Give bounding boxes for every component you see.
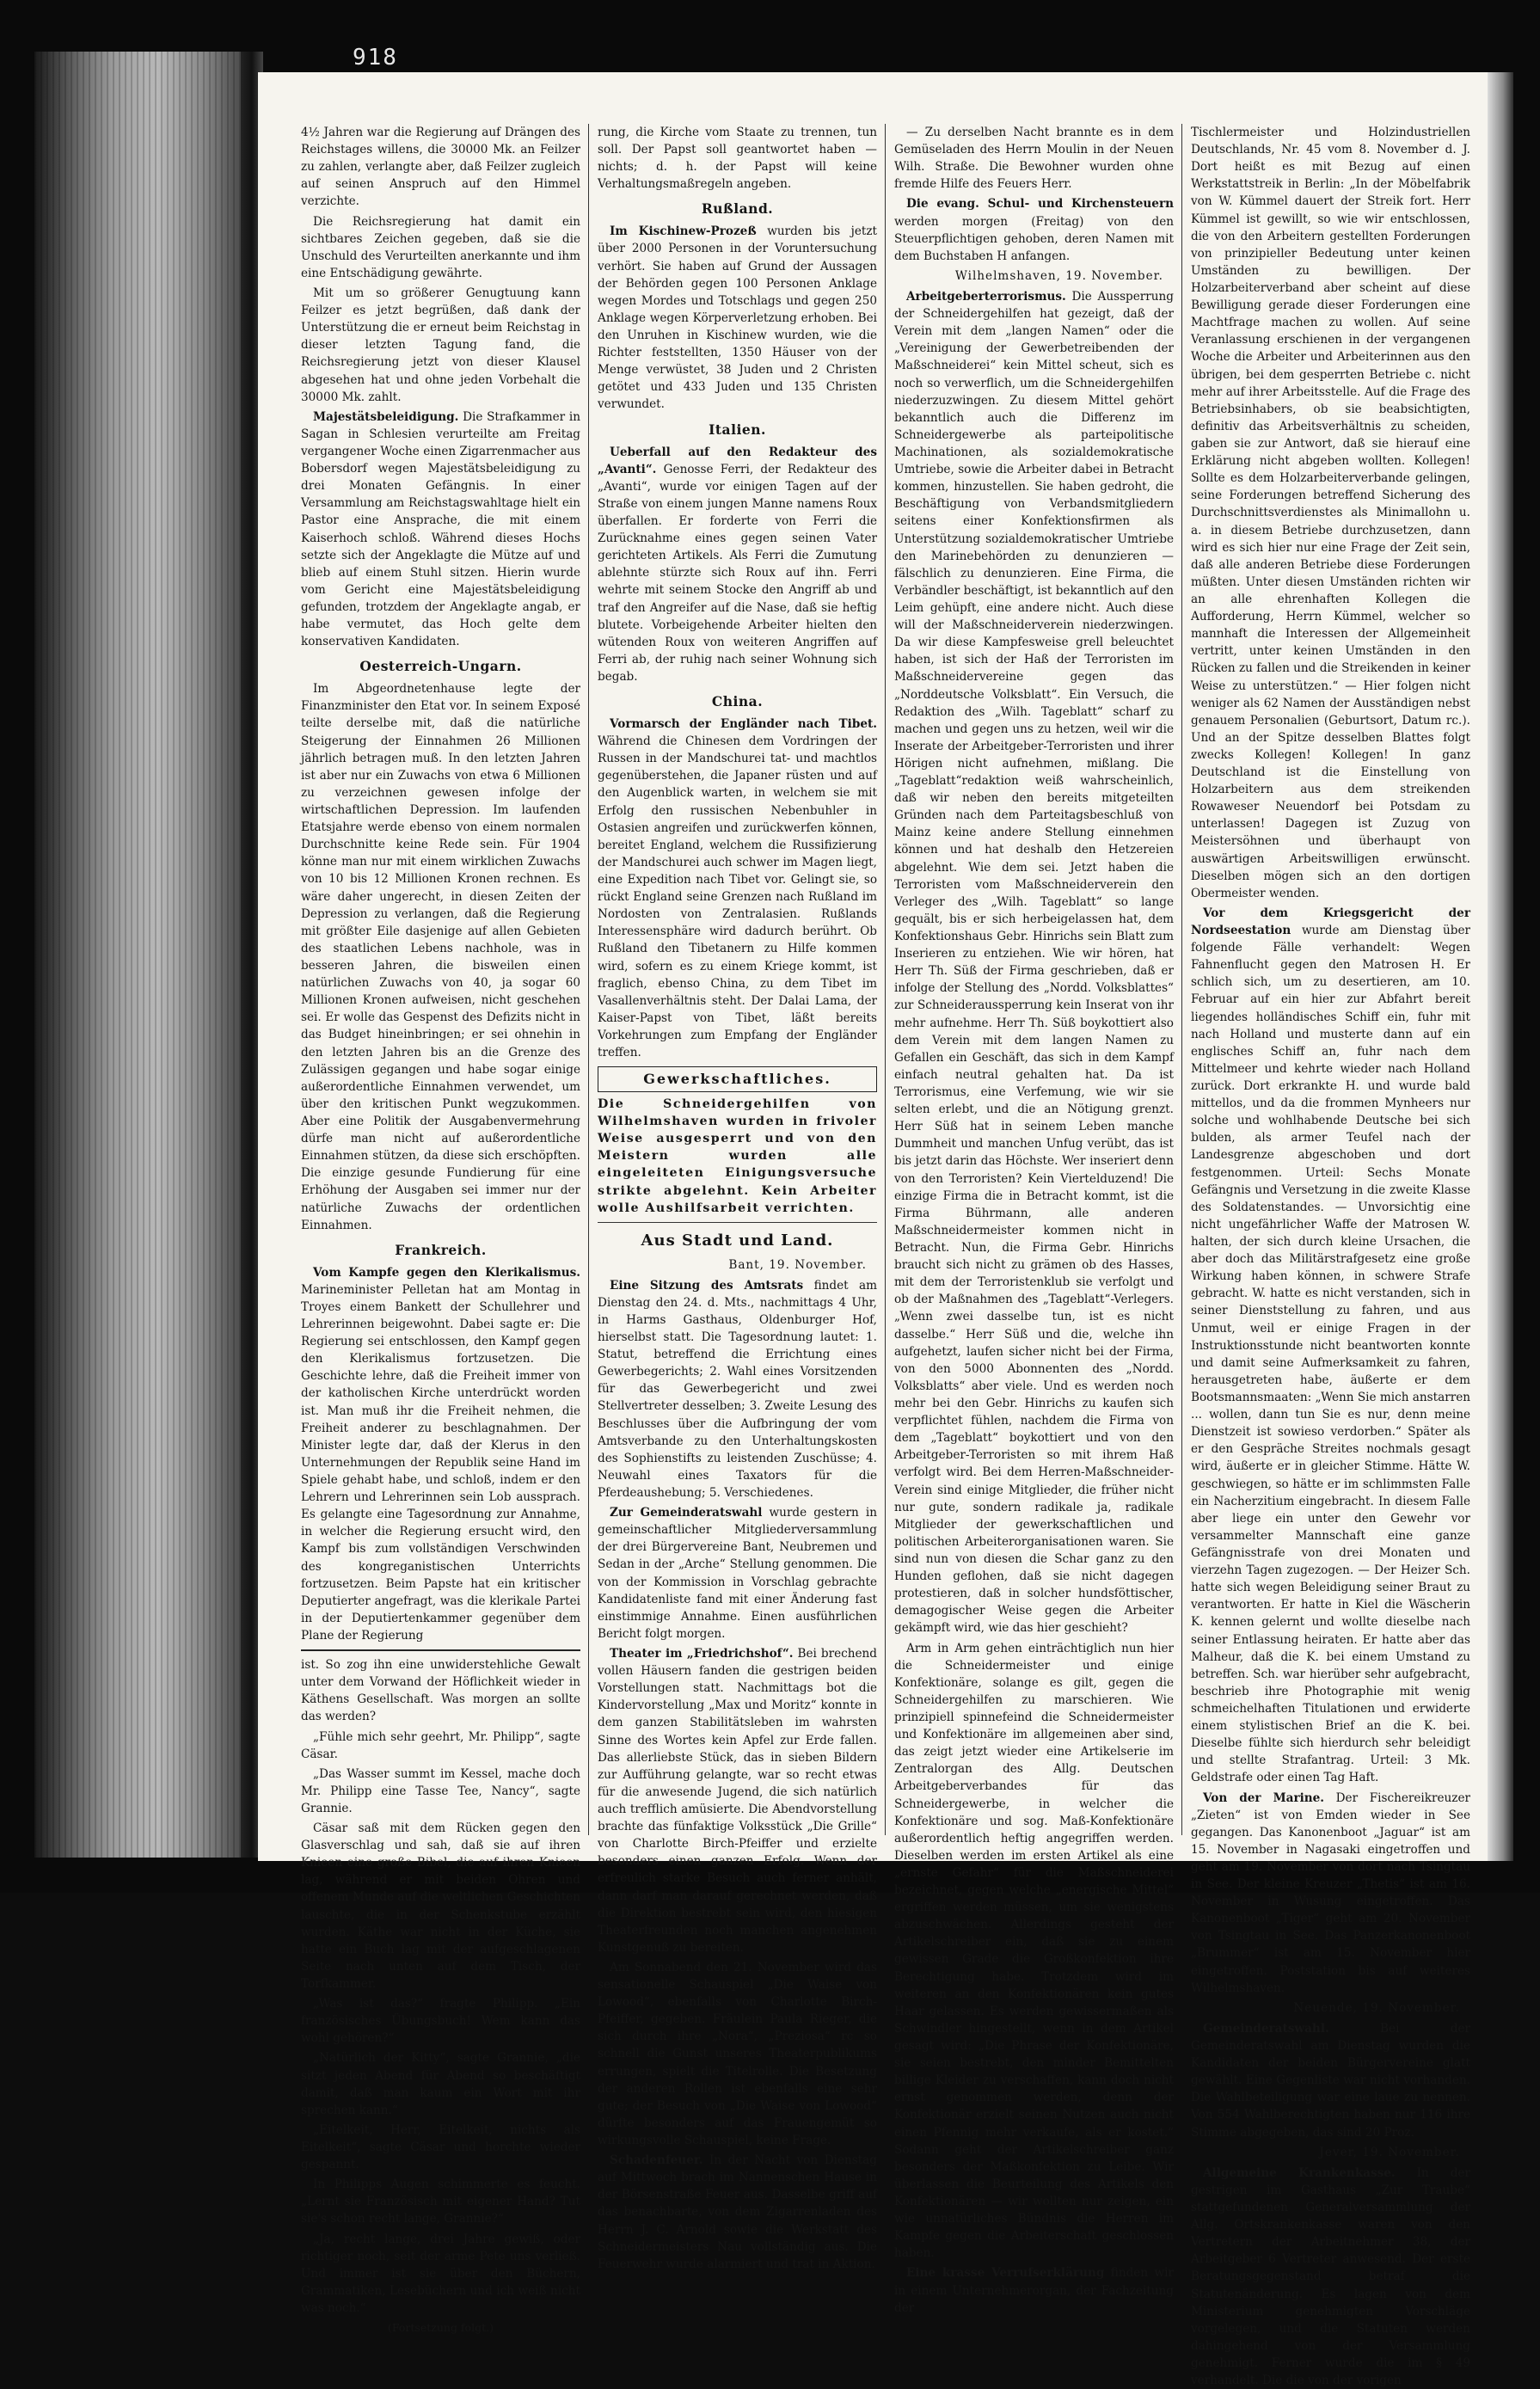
paragraph-lead: Von der Marine. (1203, 1790, 1325, 1805)
article-paragraph (301, 1729, 580, 1763)
article-paragraph (894, 124, 1174, 193)
article-paragraph (301, 680, 580, 1234)
paragraph-text: Genosse Ferri, der Redakteur des „Avanti“, wurde vor einigen Tagen auf der Straße von einem jungen Manne namens Roux überfallen. Er forderte von Ferri die Zurücknahme eines gegen seinen Vater gerichteten Artikels. Als Ferri die Zumutung ablehnte stürzte sich Roux auf ihn. Ferri wehrte mit seinem Stocke den Angriff ab und traf den Angreifer auf die Nase, daß sie heftig blutete. Vorbeigehende Arbeiter hielten den wütenden Roux von weiteren Angriffen auf Ferri ab, der ruhig nach seiner Wohnung sich begab. (598, 462, 877, 684)
paragraph-text: Mit um so größerer Genugtuung kann Feilzer es jetzt begrüßen, daß dank der Unterstützung die er erneut beim Reichstag in dieser letzten Tagung fand, die Reichsregierung jetzt von dieser Klausel abgesehen hat und ohne jeden Vorbehalt die 30000 Mk. zahlt. (301, 286, 580, 404)
paragraph-lead: Theater im „Friedrichshof“. (610, 1646, 794, 1661)
article-paragraph (1191, 2165, 1470, 2389)
paragraph-text: Tischlermeister und Holzindustriellen Deutschlands, Nr. 45 vom 8. November d. J. Dort heißt es mit Bezug auf einen Werkstattstreik in Berlin: „In der Möbelfabrik von W. Kümmel dauert der Streik fort. Herr Kümmel ist gewillt, so wie wir entschlossen, die von den Arbeitern gestellten Forderungen von prinzipieller Bedeutung unter keinen Umständen zu bewilligen. Der Holzarbeiterverband aber scheint auf diese Bewilligung gerade dieser Forderungen eine Machtfrage machen zu wollen. Auf seine Veranlassung erschienen in der vergangenen Woche die Arbeiter und Arbeiterinnen aus den übrigen, bei dem gesperrten Betriebe c. nicht mehr auf ihrer Arbeitsstelle. Auf die Frage des Betriebsinhabers, ob sie beabsichtigten, definitiv das Arbeitsverhältnis zu scheiden, gaben sie zur Antwort, daß sie hierauf eine Erklärung nicht abgeben wollten. Kollegen! Sollte es dem Holzarbeiterverbande gelingen, seine Forderungen betreffend Sicherung des Durchschnittsverdienstes als Minimallohn u. a. in diesem Betriebe durchzusetzen, dann wird es sich hier nur eine Frage der Zeit sein, daß alle anderen Betriebe diese Forderungen müßten. Unter diesen Umständen richten wir an alle ehrenhaften Kollegen die Aufforderung, Herrn Kümmel, welcher so mannhaft die Interessen der Allgemeinheit vertritt, unter keinen Umständen in den Rücken zu fallen und die Streikenden in keiner Weise zu unterstützen.“ — Hier folgen nicht weniger als 62 Namen der Ausständigen nebst genauem Personalien (Geburtsort, Datum rc.). Und an der Spitze desselben Blattes folgt zwecks Kollegen! Kollegen! In ganz Deutschland ist die Einstellung von Holzarbeitern aus dem streikenden Rowaweser Neuendorf bei Potsdam zu unterlassen! Dagegen ist Zuzug von Meistersöhnen und überhaupt von auswärtigen Arbeitswilligen erwünscht. Dieselben mögen sich an den dortigen Obermeister wenden. (1191, 126, 1470, 900)
paragraph-text: Im Abgeordnetenhause legte der Finanzminister den Etat vor. In seinem Exposé teilte derselbe mit, daß die natürliche Steigerung der Einnahmen 26 Millionen jährlich betragen muß. In den letzten Jahren ist aber nur ein Zuwachs von etwa 6 Millionen zu verzeichnen gewesen infolge der wirtschaftlichen Depression. Im laufenden Etatsjahre werde ebenso von einem normalen Durchschnitte keine Rede sein. Für 1904 könne man nur mit einem wirklichen Zuwachs von 10 bis 12 Millionen Kronen rechnen. Es wäre daher ungerecht, in diesen Zeiten der Depression zu verlangen, daß die Regierung mit größter Eile dasjenige auf allen Gebieten des staatlichen Lebens nachhole, was in besseren Jahren, die bisweilen einen natürlichen Zuwachs von 40, ja sogar 60 Millionen Kronen aufweisen, nicht geschehen sei. Er wolle das Gespenst des Defizits nicht in das Budget hineinbringen; er sei ohnehin in den letzten Jahren bis an die Grenze des Zulässigen gegangen und habe sogar einige außerordentliche Einnahmen verwendet, um über den kritischen Punkt wegzukommen. Aber eine Politik der Ausgabenvermehrung dürfe man nicht auf außerordentliche Einnahmen stützen, da diese sich erschöpften. Die einzige gesunde Fundierung für eine Erhöhung der Ausgaben sei immer nur der natürliche Zuwachs der ordentlichen Einnahmen. (301, 682, 580, 1232)
paragraph-text: „Eitelkeit, Herr, Eitelkeit, nichts als Eitelkeit“, sagte Cäsar und horchte wieder gespannt. (301, 2122, 580, 2172)
article-paragraph (301, 285, 580, 406)
article-paragraph (894, 288, 1174, 1637)
article-paragraph (598, 223, 877, 413)
column-4 (1191, 124, 1471, 2388)
paragraph-text: Marineminister Pelletan hat am Montag in Troyes einem Bankett der Schullehrer und Lehrerinnen beigewohnt. Dabei sagte er: Die Regierung sei entschlossen, den Kampf gegen den Klerikalismus fortzusetzen. Die Geschichte lehre, daß die Freiheit immer von der katholischen Kirche unterdrückt worden ist. Man muß ihr die Freiheit nehmen, die Freiheit anderer zu beschlagnahmen. Der Minister legte dar, daß der Klerus in den Unternehmungen der Republik seine Hand im Spiele gehabt habe, und schloß, indem er den Lehrern und Lehrerinnen sein Lob aussprach. Es gelangte eine Tagesordnung zur Annahme, in welcher die Regierung ersucht wird, den Kampf bis zum vollständigen Verschwinden des kongreganistischen Unterrichts fortzusetzen. Beim Papste hat ein kritischer Deputierter angefragt, was die klerikale Partei in der Deputiertenkammer gegenüber dem Plane der Regierung (301, 1282, 580, 1643)
column-3 (894, 124, 1182, 2315)
dateline: Bant, 19. November. (728, 1257, 867, 1272)
paragraph-lead: Zur Gemeinderatswahl (610, 1506, 763, 1520)
paragraph-text: Bei brechend vollen Häusern fanden die gestrigen beiden Vorstellungen statt. Nachmittags bot die Kindervorstellung „Max und Moritz“ konnte in dem ganzen Stabilitätsleben im wahrsten Sinne des Wortes kein Apfel zur Erde fallen. Das allerliebste Stück, das in sieben Bildern zur Aufführung gelangte, war so recht etwas für die anwesende Jugend, die sich natürlich auch trefflich amüsierte. Die Abendvorstellung brachte das fünfaktige Volksstück „Die Grille“ von Charlotte Birch-Pfeiffer und erzielte besonders einen ganzen Erfolg. Wenn der erfreulich starke Besuch auch ferner anhält, dann darf man darauf gerechnet werden, daß die Direktion bestrebt sein wird, den hiesigen Theaterfreunden noch manchen angenehmen Kunstgenuß zu bereiten. (598, 1646, 877, 1955)
paragraph-text: rung, die Kirche vom Staate zu trennen, tun soll. Der Papst soll geantwortet haben — nichts; d. h. der Papst will keine Verhaltungsmaßregeln angeben. (598, 126, 877, 192)
section-heading: Frankreich. (395, 1241, 487, 1258)
article-paragraph (894, 195, 1174, 264)
section-divider (301, 1649, 580, 1651)
paragraph-lead: Majestätsbeleidigung. (313, 409, 459, 424)
article-paragraph (1191, 2020, 1470, 2141)
article-paragraph (301, 1264, 580, 1644)
section-heading-major: Aus Stadt und Land. (641, 1231, 834, 1250)
paragraph-text: Während die Chinesen dem Vordringen der Russen in der Mandschurei tat- und machtlos gegenüberstehen, die Japaner rüsten und auf den Augenblick warten, in welchem sie mit Erfolg den russischen Nebenbuhler in Ostasien angreifen und zurückwerfen können, bereitet England, welchem die Russifizierung der Mandschurei auch schwer im Magen liegt, eine Expedition nach Tibet vor. Gelingt sie, so rückt England seine Grenzen nach Rußland im Nordosten von Zentralasien. Rußlands Interessensphäre wird dadurch berührt. Ob Rußland den Tibetanern zu Hilfe kommen wird, sofern es zu einem Kriege kommt, ist fraglich, ebenso China, zu dem Tibet im Vasallenverhältnis steht. Der Dalai Lama, der Kaiser-Papst von Tibet, läßt bereits Vorkehrungen zum Empfang der Engländer treffen. (598, 734, 877, 1060)
paragraph-text: Die Reichsregierung hat damit ein sichtbares Zeichen gegeben, daß sie die Unschuld des Verurteilten anerkannte und ihm eine Entschädigung gewährte. (301, 214, 580, 280)
column-container (301, 124, 1471, 2388)
article-paragraph (301, 2176, 580, 2227)
article-paragraph (598, 444, 877, 686)
article-paragraph (894, 1640, 1174, 2263)
article-paragraph (301, 2231, 580, 2318)
paragraph-text: In der Nacht von Dienstag auf Mittwoch brach im Nannenschen Hause in der Börsenstraße Feuer aus. Dasselbe griff auf das benachbarte, von dem Zigarrenladen des Herrn J. C. Arnold sowie die Werkstatt des Schneidermeisters Nau vollständig aus. Die Feuerwehr wurde alarmiert und trat in Aktion. (598, 2153, 877, 2271)
paragraph-text: „Ja, recht lange, drei Jahre gewiß, oder richtiger noch, seit der arme Pete uns verließ. Und immer ist sie über den Büchern, Grammatiken, Lesebüchern und ich weiß nicht was noch.“ (301, 2232, 580, 2315)
article-paragraph (1191, 1790, 1470, 1997)
paragraph-text: wurden bis jetzt über 2000 Personen in der Voruntersuchung verhört. Sie haben auf Grund der Aussagen der Behörden gegen 100 Personen Anklage wegen Mordes und Totschlags und gegen 250 Anklage wegen Körperverletzung erhoben. Bei den Unruhen in Kischinew wurden, wie die Richter feststellten, 1350 Häuser von der Menge verwüstet, 38 Juden und 2 Christen getötet und 433 Juden und 135 Christen verwundet. (598, 224, 877, 412)
newspaper-page (258, 72, 1488, 2388)
paragraph-lead: Die evang. Schul- und Kirchensteuern (906, 197, 1174, 212)
section-heading: Oesterreich-Ungarn. (359, 658, 522, 675)
paragraph-text: In der gestrigen im Gasthaus „Zur Traube“ stattgefundenen Generalversammlung der Allg. Ortskrankenkasse waren von den Vertretern der Arbeitnehmer 38, der Arbeitgeber 6 Vertreter anwesend. Der erste Beratungsgegenstand betraf die Statutenänderung. Es lagen von dem Ministerium genehmigten Vorschläge vorgelegen, und die Statuten werden dahingehend von der Versammlung genehmigt. Ferner wurde die im § 49 verhandelt. Die die von der vorigen (1191, 2165, 1470, 2388)
paragraph-text: In Philipps Augen schimmerte es feucht. „Lernt sie Französisch mit eigener Hand? Tut sie's schon recht lange, Grannie?“ (301, 2177, 580, 2226)
paragraph-text: „Das Wasser summt im Kessel, mache doch Mr. Philipp eine Tasse Tee, Nancy“, sagte Grannie. (301, 1766, 580, 1815)
paragraph-text: „Fühle mich sehr geehrt, Mr. Philipp“, sagte Cäsar. (301, 1729, 580, 1761)
article-paragraph (301, 124, 580, 211)
paragraph-lead: Im Kischinew-Prozeß (610, 224, 757, 239)
paragraph-text: Die Strafkammer in Sagan in Schlesien verurteilte am Freitag vergangener Woche einen Zigarrenmacher aus Bobersdorf wegen Majestätsbeleidigung zu drei Monaten Gefängnis. In einer Versammlung am Reichstagswahltage hielt ein Pastor eine Ansprache, die mit einem Kaiserhoch schloß. Während dieses Hochs setzte sich der Angeklagte die Mütze auf und blieb auf einem Stuhl sitzen. Hierin wurde vom Gericht eine Majestätsbeleidigung gefunden, trotzdem der Angeklagte angab, er habe vermutet, das Hoch gelte dem konservativen Kandidaten. (301, 409, 580, 649)
article-paragraph (598, 1504, 877, 1643)
paragraph-text: Bei der Gemeinderatswahl am Dienstag wurden die Kandidaten der beiden Bürgervereine glatt gewählt. Eine Gegenliste war nicht vorhanden. Die Wahlbeteiligung war eine laue zu nennen. Von 554 Wahlberechtigten haben nur 116 ihre Stimme abgegeben, das sind 20 Proz. (1191, 2021, 1470, 2140)
paragraph-text: Die Aussperrung der Schneidergehilfen hat gezeigt, daß der Verein mit dem „langen Namen“ oder die „Vereinigung der Gewerbetreibenden der Maßschneiderei“ kein Mittel scheut, sich es noch so verwerflich, um die Schneidergehilfen niederzuzwingen. Zu diesem Mittel gehört bekanntlich auch die Differenz im Schneidergewerbe als parteipolitische Machinationen, als sozialdemokratische Umtriebe, sowie die Arbeiter dabei in Betracht kommen, hinzustellen. Sie haben gedroht, die Beschäftigung von Verbandsmitgliedern seitens einer Konfektionsfirmen als Unterstützung sozialdemokratischer Umtriebe den Marinebehörden zu denunzieren — fälschlich zu denunzieren. Eine Firma, die Verbändler beschäftigt, ist bekanntlich auf den Leim gehüpft, eine andere nicht. Auch diese will der Maßschneiderverein niederzwingen. Da wir diese Kampfesweise grell beleuchtet haben, ist sich der Haß der Terroristen im Maßschneidervereine gegen das „Norddeutsche Volksblatt“. Ein Versuch, die Redaktion des „Wilh. Tageblatt“ scharf zu machen und gegen uns zu hetzen, weil wir die Inserate der Arbeitgeber-Terroristen und ihrer Hörigen nicht aufnehmen, mißlang. Die „Tageblatt“redaktion weiß wahrscheinlich, daß wir neben den bereits mitgeteilten Gründen nach dem Parteitagsbeschluß von Mainz keine andere Stellung einnehmen können und hat deshalb den Hetzereien abgelehnt. Wie dem sei. Jetzt haben die Terroristen vom Maßschneiderverein den Verleger des „Wilh. Tageblatt“ so lange gequält, bis er sich herbeigelassen hat, dem Konfektionshaus Gebr. Hinrichs sein Blatt zum Inserieren zu entziehen. Wie wir hören, hat Herr Th. Süß der Firma geschrieben, daß er infolge der Stellung des „Nordd. Volksblattes“ zur Schneideraussperrung kein Inserat von ihr mehr aufnehme. Herr Th. Süß boykottiert also dem Verein mit dem langen Namen zu Gefallen ein Geschäft, das sich in dem Kampf einfach neutral gehalten hat. Da ist Terrorismus, eine Verfemung, wie wir sie selten erlebt, und die an Nötigung grenzt. Herr Süß hat in seinem Leben manche Dummheit und manchen Unfug verübt, das ist bis jetzt darin das Höchste. Wer inseriert denn von den Terroristen? Kein Viertelduzend! Die einzige Firma die in Betracht kommt, ist die Firma Bührmann, alle anderen Maßschneidermeister kommen nicht in Betracht. Nun, die Firma Gebr. Hinrichs braucht sich nicht zu grämen ob des Hasses, mit dem der Terroristenklub sie verfolgt und ob der Maßnahmen des „Tageblatt“-Verlegers. „Wenn zwei dasselbe tun, ist es nicht dasselbe.“ Herr Süß und die, welche ihn aufgehetzt, laufen sicher nicht bei der Firma, von den 5000 Abonnenten des „Nordd. Volksblatts“ aber viele. Und es werden noch mehr bei den Gebr. Hinrichs zu kaufen sich verpflichtet fühlen, nachdem die Firma von dem „Tageblatt“ boykottiert und von den Arbeitgeber-Terroristen so mit ihrem Haß verfolgt wird. Bei dem Herren-Maßschneider-Verein sind einige Mitglieder, die früher nicht nur gute, sondern radikale ja, radikale Mitglieder der gewerkschaftlichen und politischen Arbeiterorganisationen waren. Sie sind nun von diesen die Schar ganz zu den Hunden geflohen, daß sie nicht dagegen protestieren, daß in solcher hundsföttischer, demagogischer Weise gegen die Arbeiter gekämpft wird, wie das hier geschieht? (894, 289, 1174, 1636)
section-heading: Rußland. (701, 200, 774, 218)
column-2 (598, 124, 886, 2271)
paragraph-text: wurde am Dienstag über folgende Fälle verhandelt: Wegen Fahnenflucht gegen den Matrosen H. Er schlich sich, um zu desertieren, am 10. Februar auf ein hier zur Abfahrt bereit liegendes holländisches Schiff ein, fuhr mit nach Holland und musterte dann auf ein englisches Schiff an, fuhr nach dem Mittelmeer und kehrte wieder nach Holland zurück. Dort erkrankte H. und wurde bald mittellos, und da die frommen Mynheers nur solche und wohlhabende Deutsche bei sich bulden, als armer Teufel nach der Landesgrenze abgeschoben und dort festgenommen. Urteil: Sechs Monate Gefängnis und Versetzung in die zweite Klasse des Soldatenstandes. — Unvorsichtig eine nicht ungefährlicher Waffe der Matrosen W. halten, der sich durch kleine Ursachen, die aber doch das Militärstrafgesetz eine große Wirkung haben können, in schwere Strafe gebracht. W. hatte es nicht verstanden, sich in seiner Dienststellung zu fahren, und aus Unmut, weil er einige Fragen in der Instruktionsstunde nicht beantworten konnte und damit seine Aufmerksamkeit zu fahren, herausgetreten habe, äußerte er dem Bootsmannsmaaten: „Wenn Sie mich anstarren ... wollen, dann tun Sie es nur, denn meine Dienstzeit ist sowieso verdorben.“ Später als er den Gespräche Streites nochmals gesagt wird, äußerte er in gleicher Stimme. Hätte W. geschwiegen, so hätte er im schlimmsten Falle ein Nacherzitium eingebracht. In diesem Falle aber liege ein unter den Gewehr vor versammelter Mannschaft eine ganze Gefängnisstrafe von drei Monaten und vierzehn Tagen zugezogen. — Der Heizer Sch. hatte sich wegen Beleidigung seiner Braut zu verantworten. Er hatte in Kiel die Wäscherin K. kennen gelernt und wollte dieselbe nach seiner Entlassung heiraten. Er hatte aber das Malheur, daß die K. bei einem Umstand zu betreffen. Sch. war hierüber sehr aufgebracht, beschrieb ihre Photographie mit wenig schmeichelhaften Titulationen und erwiderte einem stylistischen Brief an die K. bei. Dieselbe fühlte sich hierdurch sehr beleidigt und stellte Strafantrag. Urteil: 3 Mk. Geldstrafe oder einen Tag Haft. (1191, 924, 1471, 1785)
paragraph-text: werden morgen (Freitag) von den Steuerpflichtigen gehoben, deren Namen mit dem Buchstaben H anfangen. (894, 214, 1174, 263)
article-paragraph (598, 1277, 877, 1502)
article-paragraph (598, 2152, 877, 2273)
paragraph-lead: Eine krasse Verrufserklärung (906, 2266, 1105, 2281)
paragraph-lead: Gemeinderatswahl. (1203, 2021, 1329, 2036)
page-number: 918 (353, 45, 398, 71)
article-paragraph (894, 2264, 1174, 2316)
article-paragraph (1191, 124, 1470, 902)
paragraph-lead: Arbeitgeberterrorismus. (906, 289, 1066, 304)
paragraph-text: finden wir in einem Unternehmerorgan, der Fachzeitung der (894, 2266, 1174, 2315)
boxed-heading: Gewerkschaftliches. (598, 1066, 877, 1092)
paragraph-text: Cäsar saß mit dem Rücken gegen den Glasverschlag und sah, daß sie auf ihren Knieen eine große Bibel, die auf ihren Knieen lag, während er mit beiden Ohren und offenem Munde auf die weltlichen Geschichten lauschte, die in der Schenkstube erzählt wurden. Käthe war nicht in der Küche, sie hatte ein Buch lag mit der aufgeschlagenen Seite nach unten auf dem Tisch, der Torfkammer. (301, 1821, 580, 1992)
article-paragraph (598, 124, 877, 193)
bold-notice: Die Schneidergehilfen von Wilhelmshaven wurden in frivoler Weise ausgesperrt und von den Meistern wurden alle eingeleiteten Einigungsversuche strikte abgelehnt. Kein Arbeiter wolle Aushilfsarbeit verrichten. (598, 1096, 877, 1215)
article-paragraph (598, 1959, 877, 2149)
article-paragraph (301, 1656, 580, 1725)
paragraph-text: findet am Dienstag den 24. d. Mts., nachmittags 4 Uhr, in Harms Gasthaus, Oldenburger Hof, hierselbst statt. Die Tagesordnung lautet: 1. Statut, betreffend die Errichtung eines Gewerbegerichts; 2. Wahl eines Vorsitzenden für das Gewerbegericht und zwei Stellvertreter desselben; 3. Zweite Lesung des Beschlusses über die Aufbringung der vom Amtsverbande zu den Unterhaltungskosten des Sophienstifts zu leistenden Zuschüsse; 4. Neuwahl eines Taxators für die Pferdeaushebung; 5. Verschiedenes. (598, 1278, 877, 1500)
article-paragraph (1191, 905, 1470, 1787)
article-paragraph (301, 1820, 580, 1993)
paragraph-lead: Allgemeine Krankenkasse. (1203, 2165, 1396, 2180)
article-paragraph (301, 1995, 580, 2047)
thin-divider (598, 1222, 877, 1223)
paragraph-text: — Zu derselben Nacht brannte es in dem Gemüseladen des Herrn Moulin in der Neuen Wilh. Straße. Die Bewohner wurden ohne fremde Hilfe des Feuers Herr. (894, 126, 1174, 192)
article-paragraph (301, 408, 580, 651)
paragraph-text: „Natürlich der Kitty“, sagte Grannie, „die sitzt jeden Abend für Abend so beschäftigt damit, daß man kaum ein Wort mit ihr sprechen kann.“ (301, 2051, 580, 2117)
column-1 (301, 124, 589, 2335)
article-paragraph (598, 715, 877, 1061)
dateline: Wilhelmshaven, 19. November. (954, 268, 1163, 283)
paragraph-text: Der Fischereikreuzer „Zieten“ ist von Emden wieder in See gegangen. Das Kanonenboot „Jaguar“ ist am 15. November in Nagasaki eingetroffen und geht am 19. November von dort nach Tsingtau in See. Der kleine Kreuzer „Thetis“ ist am 16. November in Wusung eingetroffen. Das Kanonenboot „Tiger“ geht am 20. November von Tsingtau in See. Das Panzerkanonenboot „Brummer“ ist am 15. November hier eingetroffen. Poststation bis auf weiteres Wilhelmshaven. (1191, 1790, 1470, 1995)
article-paragraph (301, 2122, 580, 2173)
continuation-note: (Fortsetzung folgt.) (388, 2321, 494, 2335)
article-paragraph (598, 1645, 877, 1956)
dateline: Neuende, 19. November. (1293, 2000, 1460, 2015)
paragraph-lead: Vor dem Kriegsgericht der Nordseestation (1191, 906, 1470, 938)
paragraph-text: Arm in Arm gehen einträchtiglich nun hier die Schneidermeister und einige Konfektionäre, solange es gilt, gegen die Schneidergehilfen zu marschieren. Wie prinzipiell spinnefeind die Schneidermeister und Konfektionäre im allgemeinen aber sind, das zeigt jetzt wieder eine Artikelserie im Zentralorgan des Allg. Deutschen Arbeitgeberverbandes für das Schneidergewerbe, in welcher die Konfektionäre und sog. Maß-Konfektionäre außerordentlich heftig angegriffen werden. Dieselben werden im ersten Artikel als eine „ernste Gefahr“ für die Maßschneiderei bezeichnet, gegen welche „energische Mittel“ ergriffen werden müssen, um sie wenigstens abzuschwächen. Allerdings gesteht der Artikelschreiber ein, daß sie zu einem gewissen Grade die Großkonfektion ihre Berechtigung habe. Trotzdem wird im weiteren an den Konfektionären kein gutes Haar gelassen. Es werden gewissermaßen als Schwindler hingestellt, wenn in dem Artikel gesagt wird: „Die Phrase der Konfektionäre, sie seien bestrebt, den minder Bemittelten billige Kleider zu verschaffen, kann doch nicht ernst genommen werden, denn der Konfektionär erzielt seinen Nutzen auch nicht einen Pfennig mehr verkaufe, als er kostet.“ Sodann geht der Artikelschreiber ganz besonders der Maßkonfektion zu Leibe. Wir überlassen die Beurteilung des Artikels den Konfektionären — wir wollten nur zeigen, ein wie unnatürliches Bündnis die Herren im Kampfe gegen die Arbeiterschaft geschlossen haben. (894, 1641, 1174, 2261)
paragraph-lead: Ueberfall auf den Redakteur des „Avanti“. (598, 445, 877, 476)
paragraph-lead: Schadenfeuer. (610, 2153, 703, 2168)
paragraph-text: „Was ist das?“ fragte Philipp. „Ein französisches Übungsbuch! Wem kann das wohl gehören?“ (301, 1997, 580, 2046)
article-paragraph (301, 1766, 580, 1817)
dateline: Jever, 19. November. (1319, 2145, 1460, 2159)
section-heading: China. (711, 693, 764, 710)
paragraph-text: 4½ Jahren war die Regierung auf Drängen des Reichstages willens, die 30000 Mk. an Feilzer zu zahlen, verlangte aber, daß Feilzer zugleich auf seinen Anspruch auf den Himmel verzichte. (301, 126, 580, 209)
article-paragraph (301, 2049, 580, 2118)
page-edge (1488, 72, 1513, 1861)
paragraph-text: Am Sonnabend den 21. November wird das sensationelle Schauspiel „Die Waise von Lowood“, ebenfalls von Charlotte Birch-Pfeiffer, gegeben. Fräulein Paula Rieger, die sich durch ihre „Nora“, „Preziosa“ rc so schnell die Gunst unseres Theaterpublikums errungen, spielt die Titelrolle. Die Besetzung der anderen Rollen ist ebenfalls eine sehr gute; der Besuch von „Die Waise von Lowood“ dürfte besonders auf das Frauengemüt so wirkungsvolle Schauspiel, keine Frage. (598, 1960, 877, 2148)
paragraph-lead: Vom Kampfe gegen den Klerikalismus. (313, 1265, 580, 1280)
paragraph-lead: Vormarsch der Engländer nach Tibet. (610, 716, 877, 731)
article-paragraph (301, 213, 580, 282)
paragraph-text: ist. So zog ihn eine unwiderstehliche Gewalt unter dem Vorwand der Höflichkeit wieder in Käthens Gesellschaft. Was morgen an sollte das werden? (301, 1658, 580, 1724)
book-spine (34, 52, 258, 1858)
section-heading: Italien. (709, 421, 766, 438)
paragraph-text: wurde gestern in gemeinschaftlicher Mitgliederversammlung der drei Bürgervereine Bant, Neubremen und Sedan in der „Arche“ Stellung genommen. Die von der Kommission in Vorschlag gebrachte Kandidatenliste fand mit einer Änderung fast einstimmige Annahme. Einen ausführlichen Bericht folgt morgen. (598, 1506, 877, 1641)
paragraph-lead: Eine Sitzung des Amtsrats (610, 1278, 804, 1293)
